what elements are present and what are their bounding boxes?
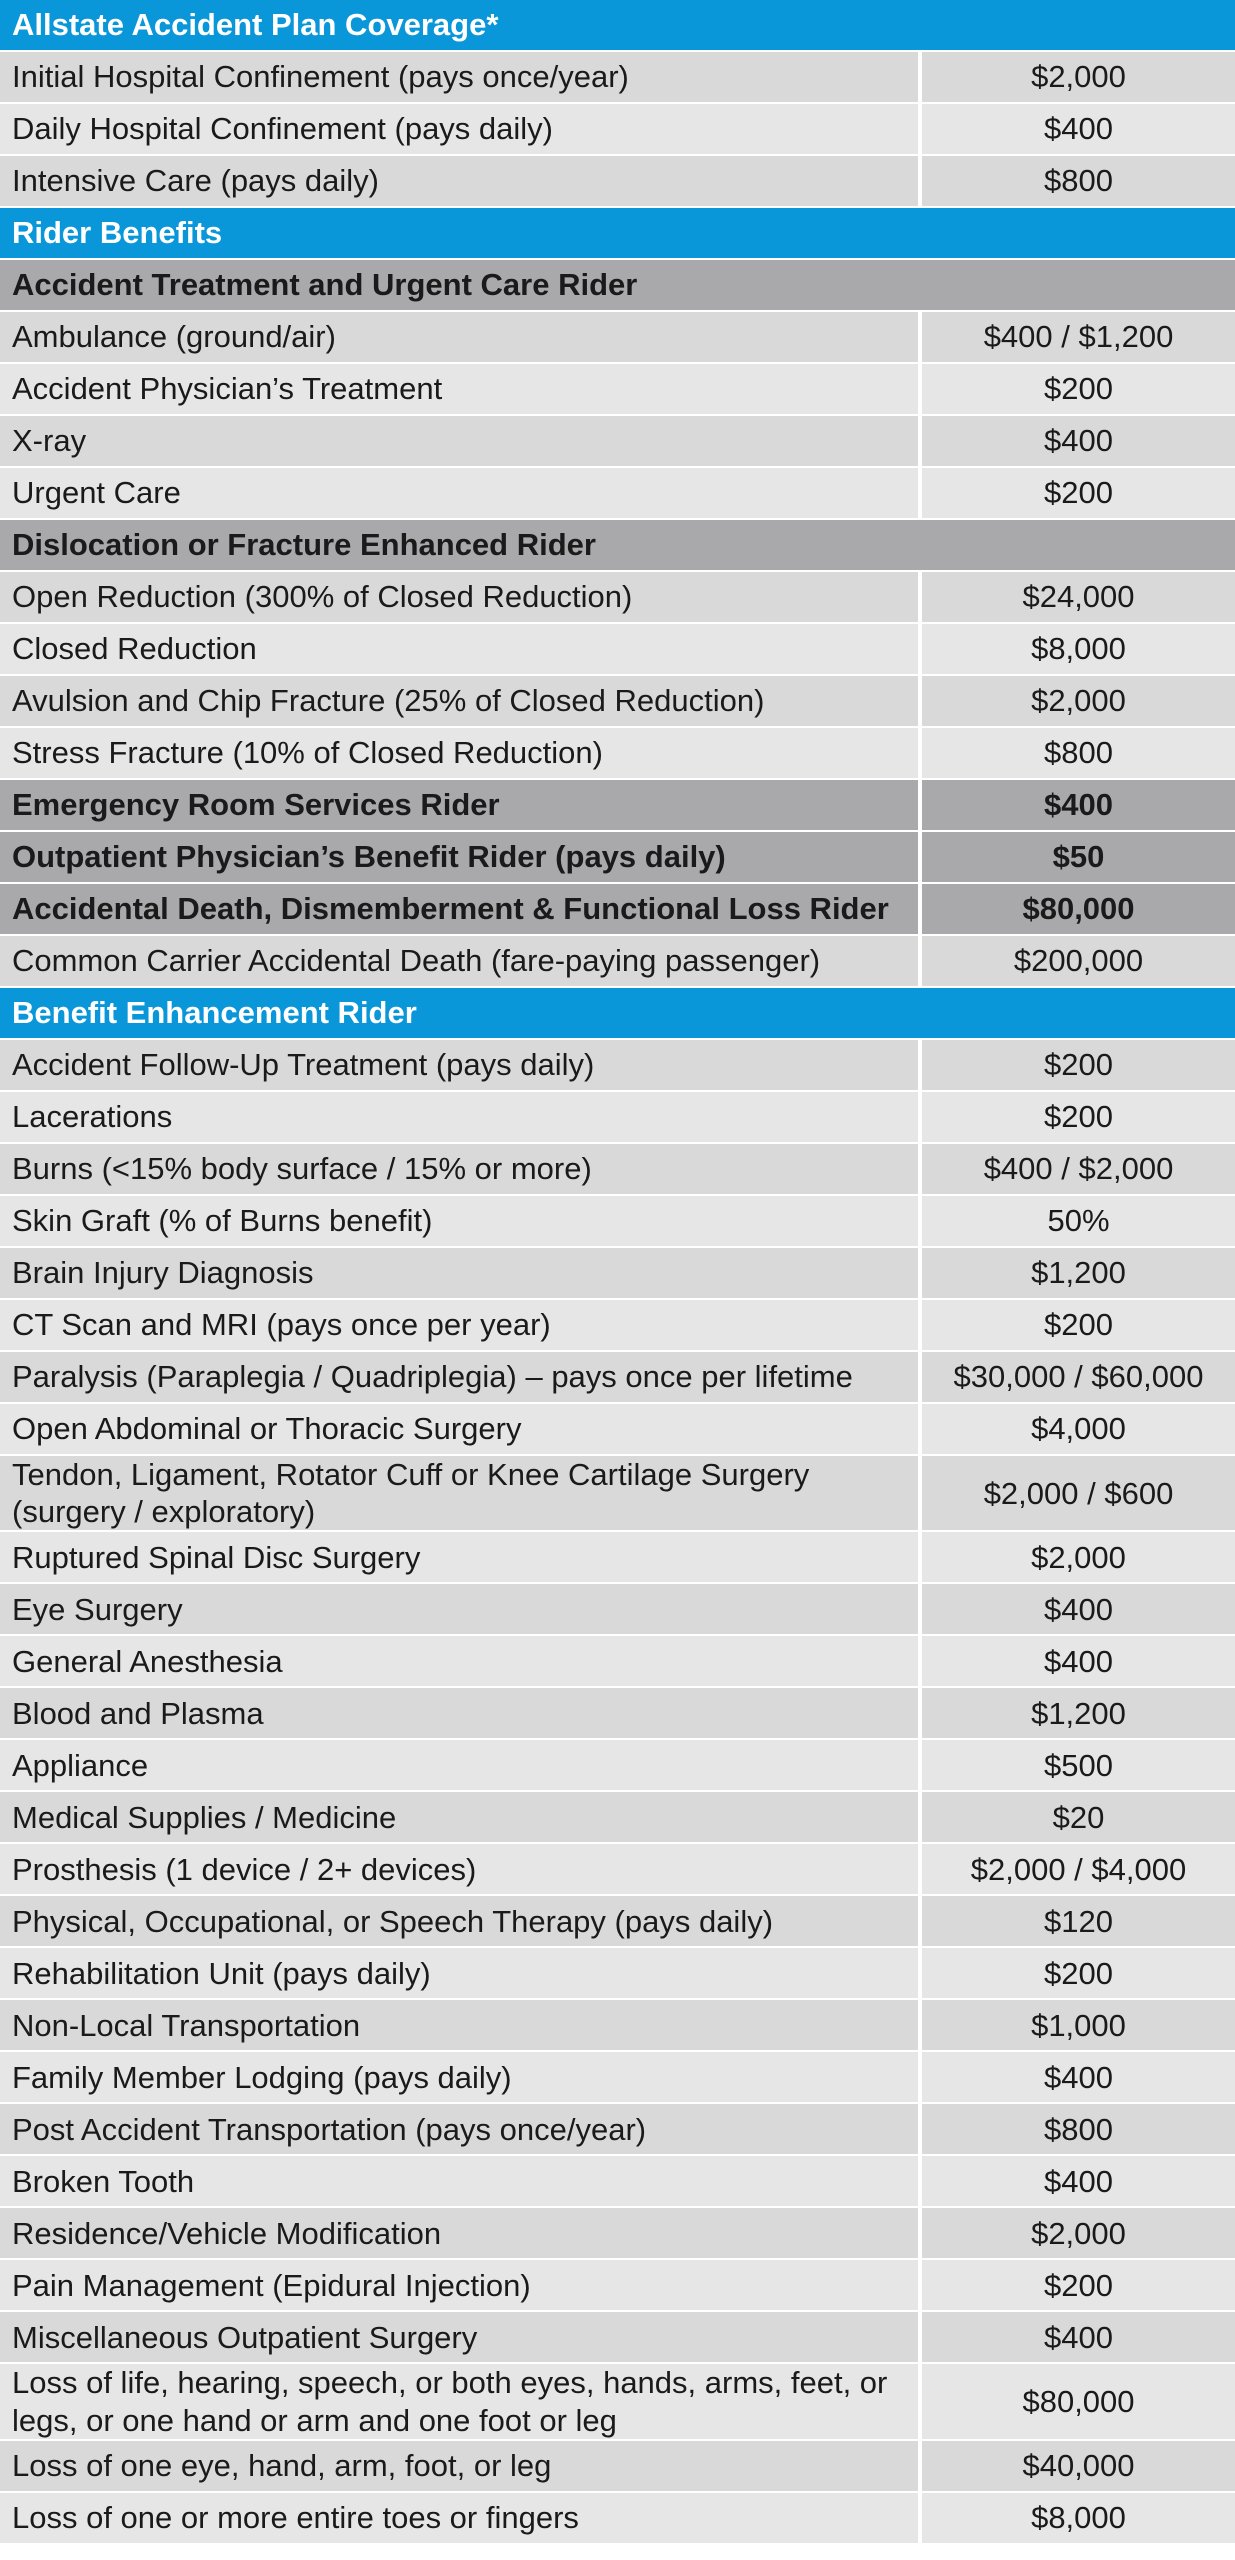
benefit-label: Initial Hospital Confinement (pays once/year): [0, 51, 920, 103]
benefit-row: [0, 1455, 1235, 1531]
benefit-row: [0, 1351, 1235, 1403]
benefit-row: [0, 1531, 1235, 1583]
section-header-allstate-accident-plan-coverage: [0, 0, 1235, 51]
benefit-row: [0, 1895, 1235, 1947]
benefit-row: [0, 1039, 1235, 1091]
benefit-label: Prosthesis (1 device / 2+ devices): [0, 1843, 920, 1895]
benefit-amount: $1,200: [920, 1247, 1235, 1299]
benefit-row: [0, 2103, 1235, 2155]
benefit-amount: $2,000: [920, 2207, 1235, 2259]
benefit-row: [0, 883, 1235, 935]
benefit-row: [0, 675, 1235, 727]
benefit-amount: $200: [920, 1299, 1235, 1351]
benefit-amount: $800: [920, 2103, 1235, 2155]
benefit-amount: $400: [920, 2155, 1235, 2207]
benefit-label: Open Abdominal or Thoracic Surgery: [0, 1403, 920, 1455]
benefit-label: Ambulance (ground/air): [0, 311, 920, 363]
benefit-label: Urgent Care: [0, 467, 920, 519]
rider-subheader-label: Accident Treatment and Urgent Care Rider: [0, 259, 1235, 311]
benefit-label: Lacerations: [0, 1091, 920, 1143]
benefit-amount: $8,000: [920, 623, 1235, 675]
rider-subheader: [0, 519, 1235, 571]
benefit-row: [0, 1999, 1235, 2051]
benefit-row: [0, 2155, 1235, 2207]
benefit-amount: $200: [920, 2259, 1235, 2311]
benefit-amount: $20: [920, 1791, 1235, 1843]
benefit-amount: $2,000: [920, 51, 1235, 103]
benefit-row: [0, 1403, 1235, 1455]
benefit-label: General Anesthesia: [0, 1635, 920, 1687]
benefit-label: Medical Supplies / Medicine: [0, 1791, 920, 1843]
benefit-row: [0, 467, 1235, 519]
benefit-row: [0, 1091, 1235, 1143]
benefit-label: Blood and Plasma: [0, 1687, 920, 1739]
benefit-label: Outpatient Physician’s Benefit Rider (pays daily): [0, 831, 920, 883]
benefit-amount: $200: [920, 467, 1235, 519]
benefit-label: Loss of one or more entire toes or fingers: [0, 2492, 920, 2544]
benefit-row: [0, 1843, 1235, 1895]
benefit-label: Broken Tooth: [0, 2155, 920, 2207]
benefit-row: [0, 1687, 1235, 1739]
benefit-label: Paralysis (Paraplegia / Quadriplegia) – pays once per lifetime: [0, 1351, 920, 1403]
benefit-label: Ruptured Spinal Disc Surgery: [0, 1531, 920, 1583]
benefit-label: Appliance: [0, 1739, 920, 1791]
benefit-amount: $200,000: [920, 935, 1235, 987]
benefit-row: [0, 1739, 1235, 1791]
benefit-label: Intensive Care (pays daily): [0, 155, 920, 207]
benefit-amount: $2,000 / $4,000: [920, 1843, 1235, 1895]
benefit-label: X-ray: [0, 415, 920, 467]
benefit-row: [0, 2440, 1235, 2492]
benefit-label: Daily Hospital Confinement (pays daily): [0, 103, 920, 155]
benefit-row: [0, 155, 1235, 207]
benefit-label: Post Accident Transportation (pays once/year): [0, 2103, 920, 2155]
benefit-label: Accidental Death, Dismemberment & Functional Loss Rider: [0, 883, 920, 935]
benefit-row: [0, 1247, 1235, 1299]
benefit-label: Brain Injury Diagnosis: [0, 1247, 920, 1299]
benefit-row: [0, 935, 1235, 987]
benefit-amount: $2,000: [920, 675, 1235, 727]
benefit-label: Skin Graft (% of Burns benefit): [0, 1195, 920, 1247]
benefit-amount: $80,000: [920, 883, 1235, 935]
section-title: Allstate Accident Plan Coverage*: [0, 0, 1235, 51]
benefit-label: Loss of life, hearing, speech, or both eyes, hands, arms, feet, or legs, or one hand or arm and one foot or leg: [0, 2363, 920, 2439]
benefit-amount: $400: [920, 103, 1235, 155]
benefit-row: [0, 51, 1235, 103]
benefit-amount: $400 / $1,200: [920, 311, 1235, 363]
benefit-row: [0, 363, 1235, 415]
benefit-amount: $120: [920, 1895, 1235, 1947]
benefit-amount: $2,000 / $600: [920, 1455, 1235, 1531]
benefit-amount: $400: [920, 2051, 1235, 2103]
benefit-row: [0, 415, 1235, 467]
benefit-label: Non-Local Transportation: [0, 1999, 920, 2051]
benefit-amount: $500: [920, 1739, 1235, 1791]
benefit-label: Emergency Room Services Rider: [0, 779, 920, 831]
benefit-label: Open Reduction (300% of Closed Reduction): [0, 571, 920, 623]
benefit-row: [0, 1635, 1235, 1687]
benefit-amount: $200: [920, 1091, 1235, 1143]
benefit-label: Accident Follow-Up Treatment (pays daily): [0, 1039, 920, 1091]
benefit-amount: 50%: [920, 1195, 1235, 1247]
benefit-row: [0, 2492, 1235, 2544]
benefit-label: Residence/Vehicle Modification: [0, 2207, 920, 2259]
benefit-amount: $400 / $2,000: [920, 1143, 1235, 1195]
benefit-amount: $1,200: [920, 1687, 1235, 1739]
benefit-label: Loss of one eye, hand, arm, foot, or leg: [0, 2440, 920, 2492]
section-header-rider-benefits: [0, 207, 1235, 259]
benefit-row: [0, 2259, 1235, 2311]
benefit-label: Miscellaneous Outpatient Surgery: [0, 2311, 920, 2363]
benefit-amount: $24,000: [920, 571, 1235, 623]
benefit-row: [0, 103, 1235, 155]
benefit-amount: $200: [920, 1947, 1235, 1999]
benefit-label: Eye Surgery: [0, 1583, 920, 1635]
benefit-amount: $2,000: [920, 1531, 1235, 1583]
benefit-amount: $200: [920, 363, 1235, 415]
benefit-label: Pain Management (Epidural Injection): [0, 2259, 920, 2311]
benefit-label: Common Carrier Accidental Death (fare-paying passenger): [0, 935, 920, 987]
benefit-label: Burns (<15% body surface / 15% or more): [0, 1143, 920, 1195]
benefit-label: CT Scan and MRI (pays once per year): [0, 1299, 920, 1351]
benefit-row: [0, 1143, 1235, 1195]
benefit-row: [0, 2363, 1235, 2439]
benefit-amount: $800: [920, 727, 1235, 779]
benefit-row: [0, 623, 1235, 675]
benefit-amount: $400: [920, 1635, 1235, 1687]
section-header-benefit-enhancement-rider: [0, 987, 1235, 1039]
benefit-amount: $1,000: [920, 1999, 1235, 2051]
benefit-row: [0, 571, 1235, 623]
benefit-label: Rehabilitation Unit (pays daily): [0, 1947, 920, 1999]
benefit-amount: $200: [920, 1039, 1235, 1091]
benefit-row: [0, 1583, 1235, 1635]
benefit-amount: $40,000: [920, 2440, 1235, 2492]
benefit-row: [0, 1791, 1235, 1843]
benefit-label: Closed Reduction: [0, 623, 920, 675]
section-title: Rider Benefits: [0, 207, 1235, 259]
benefit-row: [0, 1299, 1235, 1351]
benefit-amount: $800: [920, 155, 1235, 207]
benefit-row: [0, 2207, 1235, 2259]
benefit-row: [0, 727, 1235, 779]
benefit-amount: $4,000: [920, 1403, 1235, 1455]
benefit-amount: $400: [920, 415, 1235, 467]
benefit-amount: $400: [920, 2311, 1235, 2363]
benefit-amount: $30,000 / $60,000: [920, 1351, 1235, 1403]
benefit-row: [0, 831, 1235, 883]
benefit-amount: $400: [920, 1583, 1235, 1635]
benefit-label: Stress Fracture (10% of Closed Reduction): [0, 727, 920, 779]
benefit-amount: $80,000: [920, 2363, 1235, 2439]
section-title: Benefit Enhancement Rider: [0, 987, 1235, 1039]
benefit-label: Tendon, Ligament, Rotator Cuff or Knee Cartilage Surgery (surgery / exploratory): [0, 1455, 920, 1531]
rider-subheader: [0, 259, 1235, 311]
benefit-row: [0, 2051, 1235, 2103]
benefit-row: [0, 2311, 1235, 2363]
benefit-row: [0, 779, 1235, 831]
benefit-row: [0, 1947, 1235, 1999]
benefit-label: Avulsion and Chip Fracture (25% of Closed Reduction): [0, 675, 920, 727]
benefit-amount: $8,000: [920, 2492, 1235, 2544]
benefit-label: Accident Physician’s Treatment: [0, 363, 920, 415]
benefit-amount: $400: [920, 779, 1235, 831]
benefit-label: Family Member Lodging (pays daily): [0, 2051, 920, 2103]
benefit-row: [0, 1195, 1235, 1247]
benefit-amount: $50: [920, 831, 1235, 883]
benefit-row: [0, 311, 1235, 363]
benefit-label: Physical, Occupational, or Speech Therapy (pays daily): [0, 1895, 920, 1947]
rider-subheader-label: Dislocation or Fracture Enhanced Rider: [0, 519, 1235, 571]
